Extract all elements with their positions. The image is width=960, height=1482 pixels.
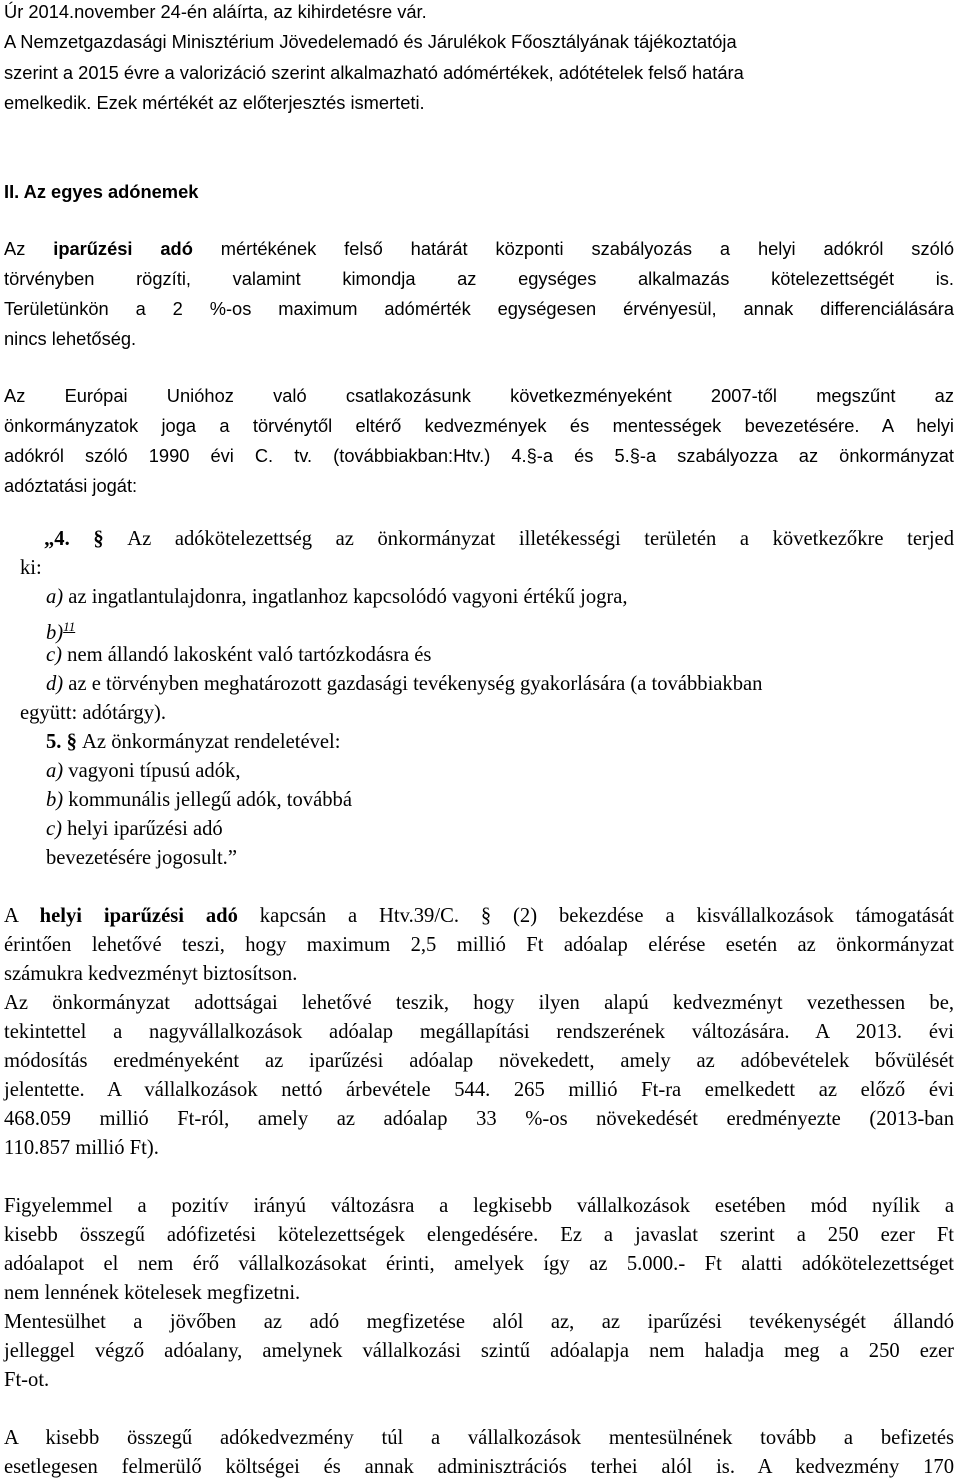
quote-item-d-line-2: együtt: adótárgy). <box>20 702 167 724</box>
p2-line-1: Az Európai Unióhoz való csatlakozásunk következményeként 2007-től megszűnt az <box>4 385 954 406</box>
quote-text: helyi iparűzési adó <box>62 818 223 840</box>
p3-text: A <box>4 905 40 927</box>
p7-line-2: esetlegesen felmerülő költségei és annak adminisztrációs terhei alól is. A kedvezmény 170 <box>4 1456 954 1478</box>
p4-line-4: jelentette. A vállalkozások nettó árbevétele 544. 265 millió Ft-ra emelkedett az előző évi <box>4 1079 954 1101</box>
quote-s5-item-b <box>46 786 960 815</box>
section-4-number: „4. § <box>44 528 128 550</box>
p3-line-3: számukra kedvezményt biztosítson. <box>4 963 298 985</box>
p6-line-1: Mentesülhet a jövőben az adó megfizetése alól az, az iparűzési tevékenységét állandó <box>4 1311 954 1333</box>
p3-text: kapcsán a Htv.39/C. § (2) bekezdése a kisvállalkozások támogatását <box>237 905 955 927</box>
footnote-link[interactable]: 11 <box>63 619 76 634</box>
quote-text: Az önkormányzat rendeletével: <box>82 731 341 753</box>
p3-line-1 <box>4 902 954 931</box>
intro-line-2: A Nemzetgazdasági Minisztérium Jövedelemadó és Járulékok Főosztályának tájékoztatója <box>4 31 737 52</box>
item-marker: a) <box>46 586 64 608</box>
p2-line-4: adóztatási jogát: <box>4 475 138 496</box>
p3-line-2: érintően lehetővé teszi, hogy maximum 2,5 millió Ft adóalap elérése esetén az önkormányzat <box>4 934 954 956</box>
p1-text: Az <box>4 238 54 259</box>
p1-line-4: nincs lehetőség. <box>4 328 137 349</box>
p4-line-1: Az önkormányzat adottságai lehetővé teszik, hogy ilyen alapú kedvezményt vezethessen be, <box>4 992 954 1014</box>
quote-text: vagyoni típusú adók, <box>63 760 241 782</box>
quote-s4-line-1 <box>44 525 954 554</box>
quote-s5-item-c <box>46 815 960 844</box>
p5-line-1: Figyelemmel a pozitív irányú változásra a legkisebb vállalkozások esetében mód nyílik a <box>4 1195 954 1217</box>
p5-line-2: kisebb összegű adófizetési kötelezettségek elengedésére. Ez a javaslat szerint a 250 ezer Ft <box>4 1224 954 1246</box>
p2-line-2: önkormányzatok joga a törvénytől eltérő kedvezmények és mentességek bevezetésére. A helyi <box>4 415 954 436</box>
p1-line-3: Területünkön a 2 %-os maximum adómérték egységesen érvényesül, annak differenciálására <box>4 298 954 319</box>
p7-line-1: A kisebb összegű adókedvezmény túl a vállalkozások mentesülnének tovább a befizetés <box>4 1427 954 1449</box>
item-marker: b) <box>46 622 64 644</box>
p5-line-3: adóalapot el nem érő vállalkozásokat érinti, amelyek így az 5.000.- Ft alatti adókötelezettséget <box>4 1253 954 1275</box>
quote-text: Az adókötelezettség az önkormányzat illetékességi területén a következőkre terjed <box>127 528 954 550</box>
p1-text: mértékének felső határát központi szabályozás a helyi adókról szóló <box>192 238 954 259</box>
item-marker: a) <box>46 760 64 782</box>
p4-line-5: 468.059 millió Ft-ról, amely az adóalap 33 %-os növekedését eredményezte (2013-ban <box>4 1108 954 1130</box>
intro-line-3: szerint a 2015 évre a valorizáció szerint alkalmazható adómértékek, adótételek felső határa <box>4 62 744 83</box>
quote-s4-line-2: ki: <box>20 557 42 579</box>
section-heading: II. Az egyes adónemek <box>4 181 199 202</box>
p6-line-3: Ft-ot. <box>4 1369 50 1391</box>
quote-text: az ingatlantulajdonra, ingatlanhoz kapcsolódó vagyoni értékű jogra, <box>63 586 628 608</box>
quote-item-a <box>46 583 960 612</box>
section-5-number: 5. § <box>46 731 83 753</box>
p4-line-6: 110.857 millió Ft). <box>4 1137 159 1159</box>
quote-item-c <box>46 641 960 670</box>
p5-line-4: nem lennének kötelesek megfizetni. <box>4 1282 301 1304</box>
quote-text: az e törvényben meghatározott gazdasági tevékenység gyakorlására (a továbbiakban <box>63 673 763 695</box>
p3-bold-term: helyi iparűzési adó <box>39 905 238 927</box>
quote-s5-end: bevezetésére jogosult.” <box>46 847 237 869</box>
intro-line-4: emelkedik. Ezek mértékét az előterjesztés ismerteti. <box>4 92 425 113</box>
p1-line-2: törvényben rögzíti, valamint kimondja az egységes alkalmazás kötelezettségét is. <box>4 268 954 289</box>
intro-line-1: Úr 2014.november 24-én aláírta, az kihirdetésre vár. <box>4 1 427 22</box>
item-marker: b) <box>46 789 64 811</box>
p4-line-2: tekintettel a nagyvállalkozások adóalap megállapítási rendszerének változására. A 2013. évi <box>4 1021 954 1043</box>
item-marker: c) <box>46 644 62 666</box>
item-marker: d) <box>46 673 64 695</box>
p6-line-2: jelleggel végző adóalany, amelynek vállalkozási szintű adóalapja nem haladja meg a 250 ezer <box>4 1340 954 1362</box>
quote-item-d <box>46 670 960 699</box>
item-marker: c) <box>46 818 62 840</box>
quote-text: nem állandó lakosként való tartózkodásra és <box>62 644 432 666</box>
quote-s5-item-a <box>46 757 960 786</box>
quote-text: kommunális jellegű adók, továbbá <box>63 789 352 811</box>
p2-line-3: adókról szóló 1990 évi C. tv. (továbbiakban:Htv.) 4.§-a és 5.§-a szabályozza az önkormányzat <box>4 445 954 466</box>
quote-s5-line <box>46 728 960 757</box>
p1-line-1 <box>4 237 954 261</box>
p4-line-3: módosítás eredményeként az iparűzési adóalap növekedett, amely az adóbevételek bővülését <box>4 1050 954 1072</box>
p1-bold-term: iparűzési adó <box>53 238 193 259</box>
